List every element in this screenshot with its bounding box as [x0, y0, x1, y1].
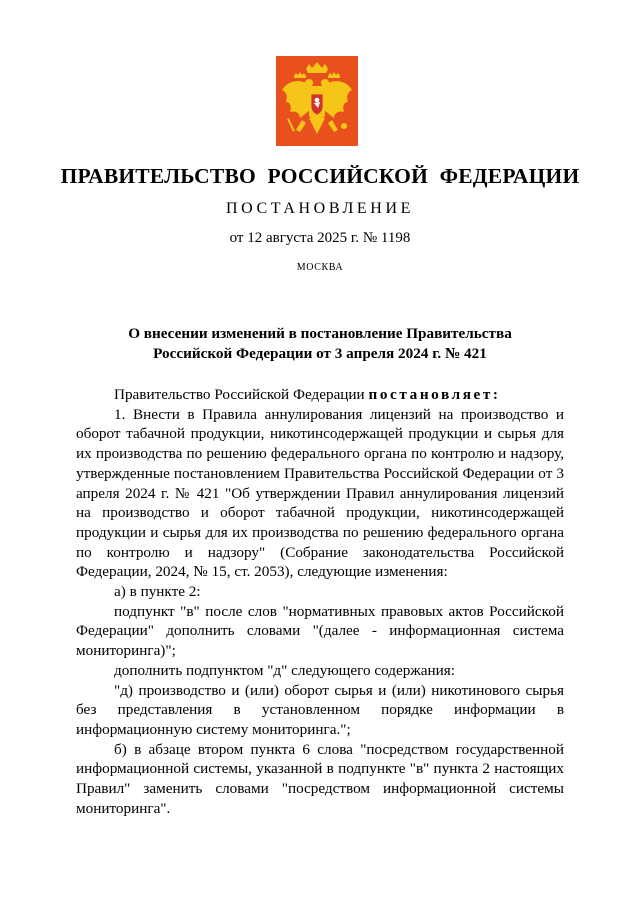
paragraph-2: а) в пункте 2:	[114, 583, 201, 601]
preamble-text: Правительство Российской Федерации	[114, 386, 369, 403]
russian-coat-of-arms-icon	[276, 56, 358, 146]
document-type: ПОСТАНОВЛЕНИЕ	[226, 200, 414, 217]
subject-line-1: О внесении изменений в постановление Правительства	[128, 325, 512, 342]
paragraph-4: дополнить подпунктом "д" следующего содержания:	[114, 661, 456, 679]
subject-line-2: Российской Федерации от 3 апреля 2024 г. № 421	[153, 345, 487, 362]
paragraph-6: б) в абзаце втором пункта 6 слова "посредством государственной информационной системы, указанной в подпункте "в" пункта 2 настоящих Правил" заменить словами "посредством информационной системы мониторинга".	[76, 740, 564, 817]
document-city: МОСКВА	[296, 262, 344, 273]
paragraph-3: подпункт "в" после слов "нормативных правовых актов Российской Федерации" дополнить словами "(далее - информационная система мониторинга)";	[76, 602, 564, 660]
government-title: ПРАВИТЕЛЬСТВО РОССИЙСКОЙ ФЕДЕРАЦИИ	[60, 164, 580, 188]
document-body	[76, 385, 564, 818]
preamble-paragraph	[76, 385, 564, 405]
document-date-number: от 12 августа 2025 г. № 1198	[229, 230, 411, 246]
paragraph-5: "д) производство и (или) оборот сырья и (или) никотинового сырья без представления в установленном порядке информации в информационную систему мониторинга.";	[76, 681, 564, 738]
document-subject	[0, 324, 640, 364]
decree-word: постановляет:	[368, 386, 501, 403]
paragraph-1: 1. Внести в Правила аннулирования лицензий на производство и оборот табачной продукции, никотинсодержащей продукции и сырья для их производства по решению федерального органа по контролю и надзору, утвержденные постановлением Правительства Российской Федерации от 3 апреля 2024 г. № 421 "Об утверждении Правил аннулирования лицензий на производство и оборот табачной продукции, никотинсодержащей продукции и сырья для их производства по решению федерального органа по контролю и надзору" (Собрание законодательства Российской Федерации, 2024, № 15, ст. 2053), следующие изменения:	[76, 405, 564, 581]
